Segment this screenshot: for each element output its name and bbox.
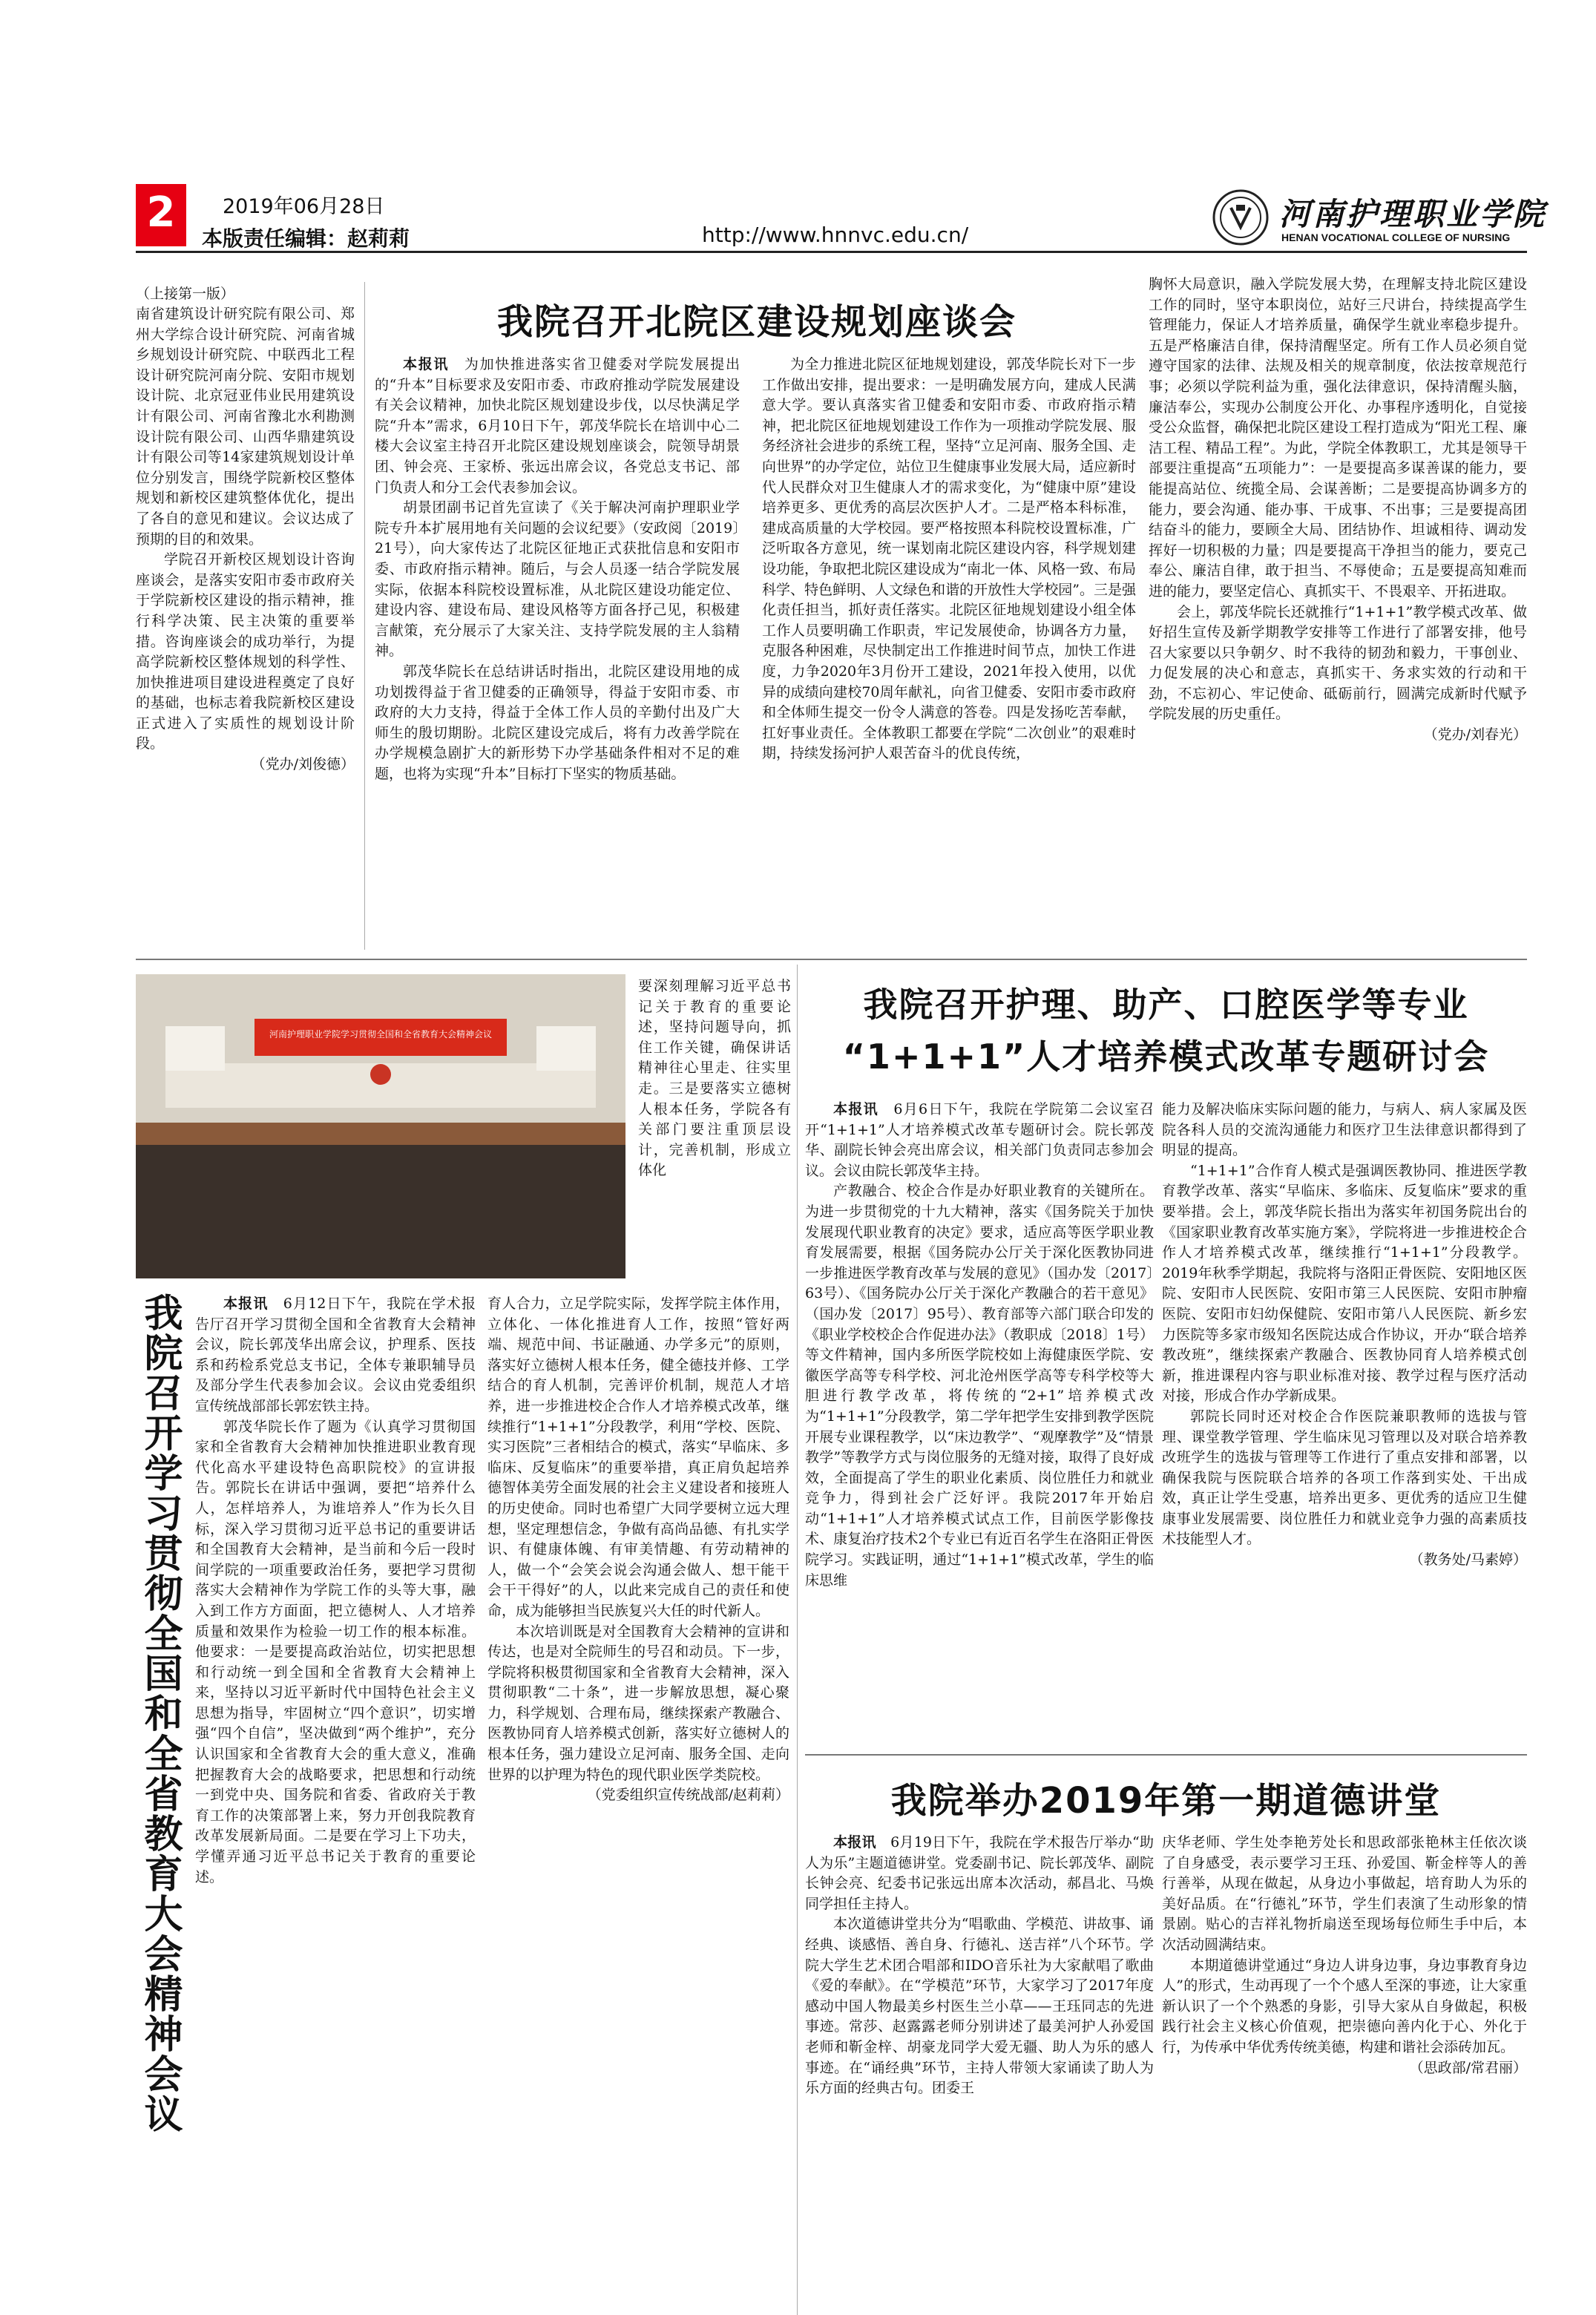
article2-paragraph: 郭茂华院长作了题为《认真学习贯彻国家和全省教育大会精神加快推进职业教育现代化高水平建设特色高职院校》的宣讲报告。郭院长在讲话中强调，要把“培养什么人，怎样培养人，为谁培养人”作为长久目标，深入学习贯彻习近平总书记的重要讲话和全国教育大会精神，是当前和今后一段时间学院的一项重要政治任务，要把学习贯彻落实大会精神作为学院工作的头等大事，融入到工作方方面面，把立德树人、人才培养质量和效果作为检验一切工作的根本标准。他要求：一是要提高政治站位，切实把思想和行动统一到全国和全省教育大会精神上来，坚持以习近平新时代中国特色社会主义思想为指导，牢固树立“四个意识”，切实增强“四个自信”，坚决做到“两个维护”，充分认识国家和全省教育大会的重大意义，准确把握教育大会的战略要求，把思想和行动统一到党中央、国务院和省委、省政府关于教育工作的决策部署上来，努力开创我院教育改革发展新局面。二是要在学习上下功夫，学懂弄通习近平总书记关于教育的重要论述。 [195,1418,476,1885]
column-divider [364,282,365,950]
article4-column-2 [1162,1833,1527,2311]
article4-lede: 本报讯 [833,1834,876,1851]
site-url[interactable]: http://www.hnnvc.edu.cn/ [702,223,969,247]
continued-column [136,283,355,951]
article1-paragraph: 胸怀大局意识，融入学院发展大势，在理解支持北院区建设工作的同时，坚守本职岗位，站好三尺讲台，持续提高学生管理能力，保证人才培养质量，确保学生就业率稳步提升。五是严格廉洁自律，保持清醒坚定。所有工作人员必须自觉遵守国家的法律、法规及相关的规章制度，依法按章规范行事；必须以学院利益为重，强化法律意识，保持清醒头脑，廉洁奉公，实现办公制度公开化、办事程序透明化，自觉接受公众监督，确保把北院区建设工程打造成为“阳光工程、廉洁工程、精品工程”。为此，学院全体教职工，尤其是领导干部要注重提高“五项能力”：一是要提高多谋善谋的能力，要能提高站位、统揽全局、会谋善断；二是要提高协调多方的能力，要会沟通、能办事、干成事、不出事；三是要提高团结奋斗的能力，要顾全大局、团结协作、坦诚相待、调动发挥好一切积极的力量；四是要提高干净担当的能力，要克己奉公、廉洁自律，敢于担当、不辱使命；五是要提高知难而进的能力，要坚定信心、真抓实干、不畏艰辛、开拓进取。 [1149,276,1527,600]
section-rule [805,1754,1527,1756]
article4-paragraph: 本期道德讲堂通过“身边人讲身边事，身边事教育身边人”的形式，生动再现了一个个感人至深的事迹，让大家重新认识了一个个熟悉的身影，引导大家从自身做起，积极践行社会主义核心价值观，把崇德向善内化于心、外化于行，为传承中华优秀传统美德，构建和谐社会添砖加瓦。 [1162,1957,1527,2055]
school-name-cn: 河南护理职业学院 [1279,196,1547,232]
left-signature: （党办/刘俊德） [251,756,355,773]
school-name-en: HENAN VOCATIONAL COLLEGE OF NURSING [1281,232,1511,243]
article2-top-right [638,976,791,1297]
article3-lede: 本报讯 [833,1101,879,1117]
continued-paragraph: 南省建筑设计研究院有限公司、郑州大学综合设计研究院、河南省城乡规划设计研究院、中联西北工程设计研究院河南分院、安阳市规划设计院、北京冠亚伟业民用建筑设计有限公司、河南省豫北水利勘测设计院有限公司、山西华鼎建筑设计有限公司等14家建筑规划设计单位分别发言，围绕学院新校区整体规划和新校区建筑整体优化，提出了各自的意见和建议。会议达成了预期的目的和效果。 [136,306,355,548]
article1-paragraph: 胡景团副书记首先宣读了《关于解决河南护理职业学院专升本扩展用地有关问题的会议纪要》（安政阅〔2019〕21号），向大家传达了北院区征地正式获批信息和安阳市委、市政府指示精神。随后，与会人员逐一结合学院发展实际，依据本科院校设置标准，从北院区建设功能定位、建设内容、建设布局、建设风格等方面各抒己见，积极建言献策，充分展示了大家关注、支持学院发展的主人翁精神。 [375,499,740,660]
article3-paragraph: 6月6日下午，我院在学院第二会议室召开“1+1+1”人才培养模式改革专题研讨会。院长郭茂华、副院长钟会亮出席会议，相关部门负责同志参加会议。会议由院长郭茂华主持。 [805,1101,1154,1179]
article1-lede: 本报讯 [403,356,450,372]
meeting-photo [136,974,625,1278]
article2-paragraph: 6月12日下午，我院在学术报告厅召开学习贯彻全国和全省教育大会精神会议，院长郭茂华出席会议，护理系、医技系和药检系党总支书记，全体专兼职辅导员及部分学生代表参加会议。会议由党委组织宣传统战部部长郭宏铁主持。 [195,1296,476,1414]
header-rule [136,251,1527,253]
article1-paragraph: 会上，郭茂华院长还就推行“1+1+1”教学模式改革、做好招生宣传及新学期教学安排等工作进行了部署安排，他号召大家要以只争朝夕、时不我待的韧劲和毅力，干事创业、力促发展的决心和意志，真抓实干、务求实效的行动和干劲，不忘初心、牢记使命、砥砺前行，圆满完成新时代赋予学院发展的历史重任。 [1149,603,1527,723]
article3-paragraph: 产教融合、校企合作是办好职业教育的关键所在。为进一步贯彻党的十九大精神，落实《国务院关于加快发展现代职业教育的决定》要求，适应高等医学职业教育发展需要，根据《国务院办公厅关于深化医教协同进一步推进医学教育改革与发展的意见》（国办发〔2017〕63号）、《国务院办公厅关于深化产教融合的若干意见》（国办发〔2017〕95号）、教育部等六部门联合印发的《职业学校校企合作促进办法》（教职成〔2018〕1号）等文件精神，国内多所医学院校如上海健康医学院、安徽医学高等专科学校、河北沧州医学高等专科学校等大胆进行教学改革，将传统的“2+1”培养模式改为“1+1+1”分段教学，第二学年把学生安排到教学医院开展专业课程教学，以“床边教学”、“观摩教学”及“情景教学”等教学方式与岗位服务的无缝对接，取得了良好成效，全面提高了学生的职业化素质、岗位胜任力和就业竞争力，得到社会广泛好评。我院2017年开始启动“1+1+1”人才培养模式试点工作，目前医学影像技术、康复治疗技术2个专业已有近百名学生在洛阳正骨医院学习。实践证明，通过“1+1+1”模式改革，学生的临床思维 [805,1183,1154,1589]
article3-paragraph: “1+1+1”合作育人模式是强调医教协同、推进医学教育教学改革、落实“早临床、多临床、反复临床”要求的重要举措。会上，郭茂华院长指出为落实年初国务院出台的《国家职业教育改革实施方案》，学院将进一步推进校企合作人才培养模式改革，继续推行“1+1+1”分段教学。2019年秋季学期起，我院将与洛阳正骨医院、安阳地区医院、安阳市人民医院、安阳市第三人民医院、安阳市肿瘤医院、安阳市妇幼保健院、安阳市第八人民医院、新乡宏力医院等多家市级知名医院达成合作协议，开办“联合培养教改班”，继续探索产教融合、医教协同育人培养模式创新，推进课程内容与职业标准对接、教学过程与医疗活动对接，形成合作办学新成果。 [1162,1162,1527,1405]
article3-title-line2: “1+1+1”人才培养模式改革专题研讨会 [842,1037,1490,1077]
article2-paragraph: 本次培训既是对全国教育大会精神的宣讲和传达，也是对全院师生的号召和动员。下一步，学院将积极贯彻国家和全省教育大会精神，深入贯彻职教“二十条”，进一步解放思想，凝心聚力，科学规划、合理布局，继续探索产教融合、医教协同育人培养模式创新，落实好立德树人的根本任务，强力建设立足河南、服务全国、走向世界的以护理为特色的现代职业医学类院校。 [487,1623,789,1783]
article2-signature: （党委组织宣传统战部/赵莉莉） [587,1787,789,1804]
article1-title: 我院召开北院区建设规划座谈会 [496,301,1017,343]
page-number-badge: 2 [136,184,186,246]
article1-column-2 [762,355,1136,952]
article1-paragraph: 郭茂华院长在总结讲话时指出，北院区建设用地的成功划拨得益于省卫健委的正确领导，得益于安阳市委、市政府的大力支持，得益于全体工作人员的辛勤付出及广大师生的殷切期盼。北院区建设完成后，将有力改善学院在办学规模急剧扩大的新形势下办学基础条件相对不足的难题，也将为实现“升本”目标打下坚实的物质基础。 [375,663,740,782]
continued-label: （上接第一版） [136,286,235,302]
article2-paragraph: 要深刻理解习近平总书记关于教育的重要论述，坚持问题导向，抓住工作关键，确保讲话精神往心里走、往实里走。三是要落实立德树人根本任务，学院各有关部门要注重顶层设计，完善机制，形成立体化 [638,978,791,1179]
article1-signature: （党办/刘春光） [1423,726,1527,743]
article4-paragraph: 6月19日下午，我院在学术报告厅举办“助人为乐”主题道德讲堂。党委副书记、院长郭茂华、副院长钟会亮、纪委书记张远出席本次活动，郝昌北、马焕同学担任主持人。 [805,1834,1154,1912]
article4-paragraph: 本次道德讲堂共分为“唱歌曲、学模范、讲故事、诵经典、谈感悟、善自身、行德礼、送吉祥”八个环节。学院大学生艺术团合唱部和IDO音乐社为大家献唱了歌曲《爱的奉献》。在“学模范”环节，大家学习了2017年度感动中国人物最美乡村医生兰小草——王珏同志的先进事迹。常莎、赵露露老师分别讲述了最美河护人孙爱国老师和靳金梓、胡豪龙同学大爱无疆、助人为乐的感人事迹。在“诵经典”环节，主持人带领大家诵读了助人为乐方面的经典古句。团委王 [805,1916,1154,2097]
article3-signature: （教务处/马素婷） [1409,1551,1527,1569]
article3-column-2 [1162,1100,1527,1747]
article2-column-1 [195,1294,476,2314]
article3-paragraph: 郭院长同时还对校企合作医院兼职教师的选拔与管理、课堂教学管理、学生临床见习管理以及对联合培养教改班学生的选拔与管理等工作进行了重点安排和部署，以确保我院与医院联合培养的各项工作落到实处、干出成效，真正让学生受惠，培养出更多、更优秀的适应卫生健康事业发展需要、岗位胜任力和就业竞争力强的高素质技术技能型人才。 [1162,1408,1527,1548]
photo-banner-text: 河南护理职业学院学习贯彻全国和全省教育大会精神会议 [269,1029,492,1040]
section-rule [136,959,1527,960]
article2-vertical-title: 我院召开学习贯彻全国和全省教育大会精神会议 [137,1293,182,2134]
left-paragraph-2: 学院召开新校区规划设计咨询座谈会，是落实安阳市委市政府关于学院新校区建设的指示精神，推行科学决策、民主决策的重要举措。咨询座谈会的成功举行，为提高学院新校区整体规划的科学性、加快推进项目建设进程奠定了良好的基础，也标志着我院新校区建设正式进入了实质性的规划设计阶段。 [136,551,355,752]
article4-title: 我院举办2019年第一期道德讲堂 [890,1780,1442,1822]
school-emblem-icon [1212,188,1270,246]
article1-column-3 [1149,275,1527,952]
issue-date: 2019年06月28日 [223,195,385,218]
article2-column-2 [487,1294,789,2314]
article3-title-line1: 我院召开护理、助产、口腔医学等专业 [863,985,1469,1025]
article4-column-1 [805,1833,1154,2311]
page-editor: 本版责任编辑：赵莉莉 [202,226,410,251]
article4-paragraph: 庆华老师、学生处李艳芳处长和思政部张艳林主任依次谈了自身感受，表示要学习王珏、孙爱国、靳金梓等人的善行善举，从现在做起，从身边小事做起，培育助人为乐的美好品质。在“行德礼”环节，学生们表演了生动形象的情景剧。贴心的吉祥礼物折扇送至现场每位师生手中后，本次活动圆满结束。 [1162,1834,1527,1953]
article1-column-1 [375,355,740,952]
article3-paragraph: 能力及解决临床实际问题的能力，与病人、病人家属及医院各科人员的交流沟通能力和医疗卫生法律意识都得到了明显的提高。 [1162,1101,1527,1159]
column-divider [797,965,798,2315]
article1-paragraph: 为全力推进北院区征地规划建设，郭茂华院长对下一步工作做出安排，提出要求：一是明确发展方向，建成人民满意大学。要认真落实省卫健委和安阳市委、市政府指示精神，把北院区征地规划建设工作作为一项推动学院发展、服务经济社会进步的系统工程，坚持“立足河南、服务全国、走向世界”的办学定位，站位卫生健康事业发展大局，适应新时代人民群众对卫生健康人才的需求变化，为“健康中原”建设培养更多、更优秀的高层次医护人才。二是严格本科标准，建成高质量的大学校园。要严格按照本科院校设置标准，广泛听取各方意见，统一谋划南北院区建设内容，科学规划建设功能，争取把北院区建设成为“南北一体、风格一致、布局科学、特色鲜明、人文绿色和谐的开放性大学校园”。三是强化责任担当，抓好责任落实。北院区征地规划建设小组全体工作人员要明确工作职责，牢记发展使命，协调各方力量，克服各种困难，尽快制定出工作推进时间节点，加快工作进度，力争2020年3月份开工建设，2021年投入使用，以优异的成绩向建校70周年献礼，向省卫健委、安阳市委市政府和全体师生提交一份令人满意的答卷。四是发扬吃苦奉献，扛好事业责任。全体教职工都要在学院“二次创业”的艰难时期，持续发扬河护人艰苦奋斗的优良传统， [762,356,1136,762]
article2-lede: 本报讯 [223,1296,269,1312]
article3-column-1 [805,1100,1154,1747]
article1-paragraph: 为加快推进落实省卫健委对学院发展提出的“升本”目标要求及安阳市委、市政府推动学院发展建设有关会议精神，加快北院区规划建设步伐，以尽快满足学院“升本”需求，6月10日下午，郭茂华院长在培训中心二楼大会议室主持召开北院区建设规划座谈会，院领导胡景团、钟会亮、王家桥、张远出席会议，各党总支书记、部门负责人和分工会代表参加会议。 [375,356,740,496]
article2-paragraph: 育人合力，立足学院实际，发挥学院主体作用，立体化、一体化推进育人工作，按照“管好两端、规范中间、书证融通、办学多元”的原则，落实好立德树人根本任务，健全德技并修、工学结合的育人机制，完善评价机制，规范人才培养，进一步推进校企合作人才培养模式改革，继续推行“1+1+1”分段教学，利用“学校、医院、实习医院”三者相结合的模式，落实“早临床、多临床、反复临床”的重要举措，真正肩负起培养德智体美劳全面发展的社会主义建设者和接班人的历史使命。同时也希望广大同学要树立远大理想，坚定理想信念，争做有高尚品德、有扎实学识、有健康体魄、有审美情趣、有劳动精神的人，做一个“会笑会说会沟通会做人、想干能干会干干得好”的人，以此来完成自己的责任和使命，成为能够担当民族复兴大任的时代新人。 [487,1296,789,1619]
article4-signature: （思政部/常君丽） [1409,2059,1527,2076]
